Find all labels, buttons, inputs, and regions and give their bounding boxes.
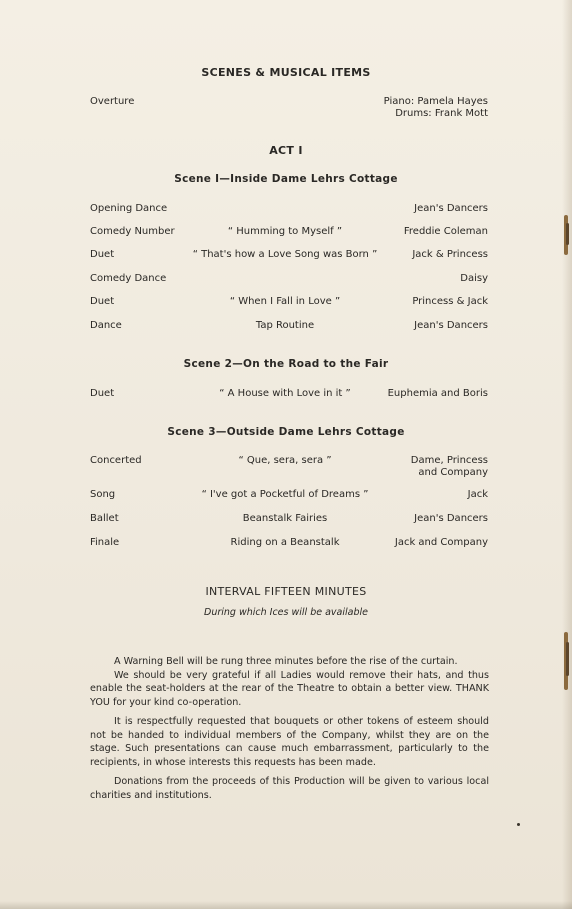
- item-performer: Jean's Dancers: [414, 320, 488, 331]
- item-title: “ Que, sera, sera ”: [238, 455, 332, 466]
- notice-paragraph: We should be very grateful if all Ladies would remove their hats, and thus enable the seat-holders at the rear of the Theatre to obtain a better view. THANK YOU for your kind co-operation.: [90, 669, 489, 708]
- item-performer: Jean's Dancers: [414, 513, 488, 524]
- item-type: Comedy Number: [90, 226, 175, 237]
- interval-note: During which Ices will be available: [204, 607, 368, 618]
- item-performer-line: and Company: [418, 467, 488, 478]
- item-performer: [411, 455, 488, 479]
- item-type: Finale: [90, 537, 120, 548]
- item-performer: Jack & Princess: [412, 249, 488, 260]
- notices-block: [90, 655, 489, 802]
- overture-drums: Drums: Frank Mott: [395, 108, 488, 119]
- interval-heading: INTERVAL FIFTEEN MINUTES: [205, 585, 367, 598]
- list-item: [0, 513, 572, 527]
- item-performer: Jean's Dancers: [414, 203, 488, 214]
- scene-3-heading: Scene 3—Outside Dame Lehrs Cottage: [167, 426, 405, 438]
- list-item: [0, 388, 572, 402]
- item-title: Beanstalk Fairies: [242, 513, 328, 524]
- page-bottom-edge: [0, 901, 572, 909]
- item-performer: Freddie Coleman: [403, 226, 488, 237]
- item-title: “ Humming to Myself ”: [227, 226, 343, 237]
- notice-paragraph: Donations from the proceeds of this Production will be given to various local charities and institutions.: [90, 776, 489, 801]
- list-item: [0, 226, 572, 240]
- overture-piano: Piano: Pamela Hayes: [383, 96, 488, 107]
- list-item: [0, 273, 572, 287]
- overture-musicians: [384, 96, 488, 120]
- item-performer: Euphemia and Boris: [387, 388, 488, 399]
- item-performer: Daisy: [460, 273, 488, 284]
- item-title: Tap Routine: [255, 320, 315, 331]
- ink-speck: [517, 823, 520, 826]
- list-item: [0, 537, 572, 551]
- item-type: Dance: [90, 320, 122, 331]
- scene-1-heading: Scene I—Inside Dame Lehrs Cottage: [174, 173, 398, 185]
- list-item: [0, 296, 572, 310]
- item-type: Song: [90, 489, 116, 500]
- notice-paragraph: It is respectfully requested that bouquets or other tokens of esteem should not be handed to individual members of the Company, whilst they are on the stage. Such presentations can cause much embarrassment, particularly to the recipients, in whose interests this requests has been made.: [90, 716, 489, 768]
- notice-paragraph: A Warning Bell will be rung three minutes before the rise of the curtain.: [114, 656, 458, 667]
- item-type: Comedy Dance: [90, 273, 167, 284]
- item-title: “ When I Fall in Love ”: [229, 296, 341, 307]
- scene-2-heading: Scene 2—On the Road to the Fair: [183, 358, 389, 370]
- item-title: “ A House with Love in it ”: [219, 388, 351, 399]
- staple-bottom: [560, 632, 572, 690]
- item-performer: Princess & Jack: [412, 296, 488, 307]
- item-title: Riding on a Beanstalk: [230, 537, 340, 548]
- list-item: [0, 455, 572, 483]
- list-item: [0, 249, 572, 263]
- item-type: Duet: [90, 249, 115, 260]
- item-type: Duet: [90, 388, 115, 399]
- item-performer: Jack: [467, 489, 488, 500]
- item-type: Concerted: [90, 455, 142, 466]
- item-title: “ I've got a Pocketful of Dreams ”: [201, 489, 369, 500]
- page-title: SCENES & MUSICAL ITEMS: [201, 66, 371, 79]
- item-title: “ That's how a Love Song was Born ”: [192, 249, 378, 260]
- item-performer: Jack and Company: [394, 537, 488, 548]
- list-item: [0, 489, 572, 503]
- list-item: [0, 203, 572, 217]
- item-performer-line: Dame, Princess: [410, 455, 488, 466]
- act-heading: ACT I: [269, 144, 303, 157]
- list-item: [0, 320, 572, 334]
- overture-label: Overture: [90, 96, 135, 107]
- item-type: Ballet: [90, 513, 119, 524]
- item-type: Duet: [90, 296, 115, 307]
- item-type: Opening Dance: [90, 203, 168, 214]
